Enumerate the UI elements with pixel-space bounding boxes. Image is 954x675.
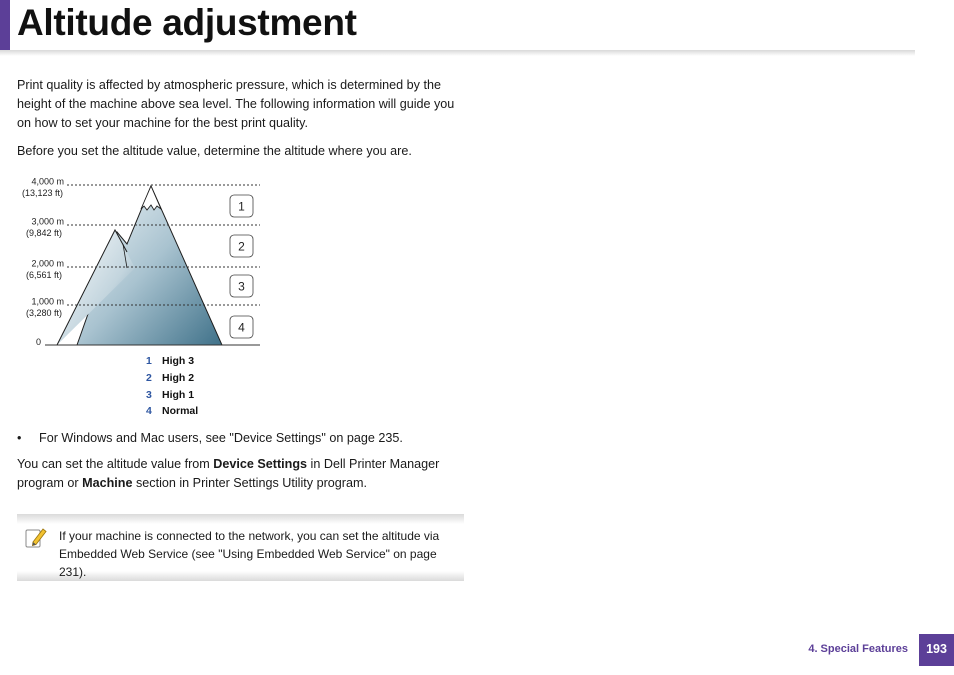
zone-marker-1: 1 <box>238 199 245 214</box>
page-title: Altitude adjustment <box>17 2 357 43</box>
altitude-instruction: Before you set the altitude value, determine the altitude where you are. <box>17 144 412 158</box>
settings-paragraph <box>17 455 469 493</box>
legend-number: 2 <box>146 371 152 384</box>
note-box <box>17 514 464 581</box>
altitude-label-1000m: 1,000 m <box>31 296 64 307</box>
legend-label: High 3 <box>162 355 195 367</box>
settings-text-2: in Dell Printer Manager program or <box>17 457 440 490</box>
footer-chapter: 4. Special Features <box>808 643 908 655</box>
legend-label: Normal <box>162 405 199 418</box>
zone-marker-4: 4 <box>238 320 245 335</box>
altitude-diagram <box>15 172 265 350</box>
altitude-label-zero: 0 <box>35 337 41 347</box>
zone-marker-2: 2 <box>238 239 245 254</box>
altitude-label-3000m: 3,000 m <box>31 216 64 227</box>
intro-paragraph: Print quality is affected by atmospheric pressure, which is determined by the height of the machine above sea level. The following information will guide you on how to set your machine for the best print quality. <box>17 78 455 130</box>
zone-marker-3: 3 <box>238 279 245 294</box>
altitude-labels <box>22 177 64 348</box>
altitude-label-3000m-ft: (9,842 ft) <box>25 228 62 238</box>
note-pencil-icon <box>25 526 47 550</box>
altitude-label-2000m-ft: (6,561 ft) <box>25 270 62 280</box>
title-accent-bar <box>0 0 10 50</box>
legend-number: 4 <box>146 405 152 418</box>
zone-markers <box>230 195 253 338</box>
legend-label: High 1 <box>162 388 195 401</box>
bullet-text: For Windows and Mac users, see "Device Settings" on page 235. <box>39 431 403 445</box>
device-settings-term: Device Settings <box>213 457 308 471</box>
altitude-label-4000m-ft: (13,123 ft) <box>21 188 63 198</box>
altitude-label-4000m: 4,000 m <box>31 176 64 187</box>
legend-number: 1 <box>146 355 152 367</box>
legend-label: High 2 <box>162 371 195 384</box>
altitude-label-2000m: 2,000 m <box>31 258 64 269</box>
page-number: 193 <box>919 634 954 666</box>
settings-text-1: You can set the altitude value from <box>17 457 214 471</box>
title-divider <box>0 50 915 56</box>
altitude-label-1000m-ft: (3,280 ft) <box>25 308 62 318</box>
settings-text-3: section in Printer Settings Utility program. <box>132 476 367 490</box>
machine-term: Machine <box>82 476 133 490</box>
legend-number: 3 <box>146 388 152 401</box>
note-text: If your machine is connected to the network, you can set the altitude via Embedded Web Service (see "Using Embedded Web Service" on page 231). <box>59 529 440 579</box>
bullet-dot: • <box>17 431 22 445</box>
